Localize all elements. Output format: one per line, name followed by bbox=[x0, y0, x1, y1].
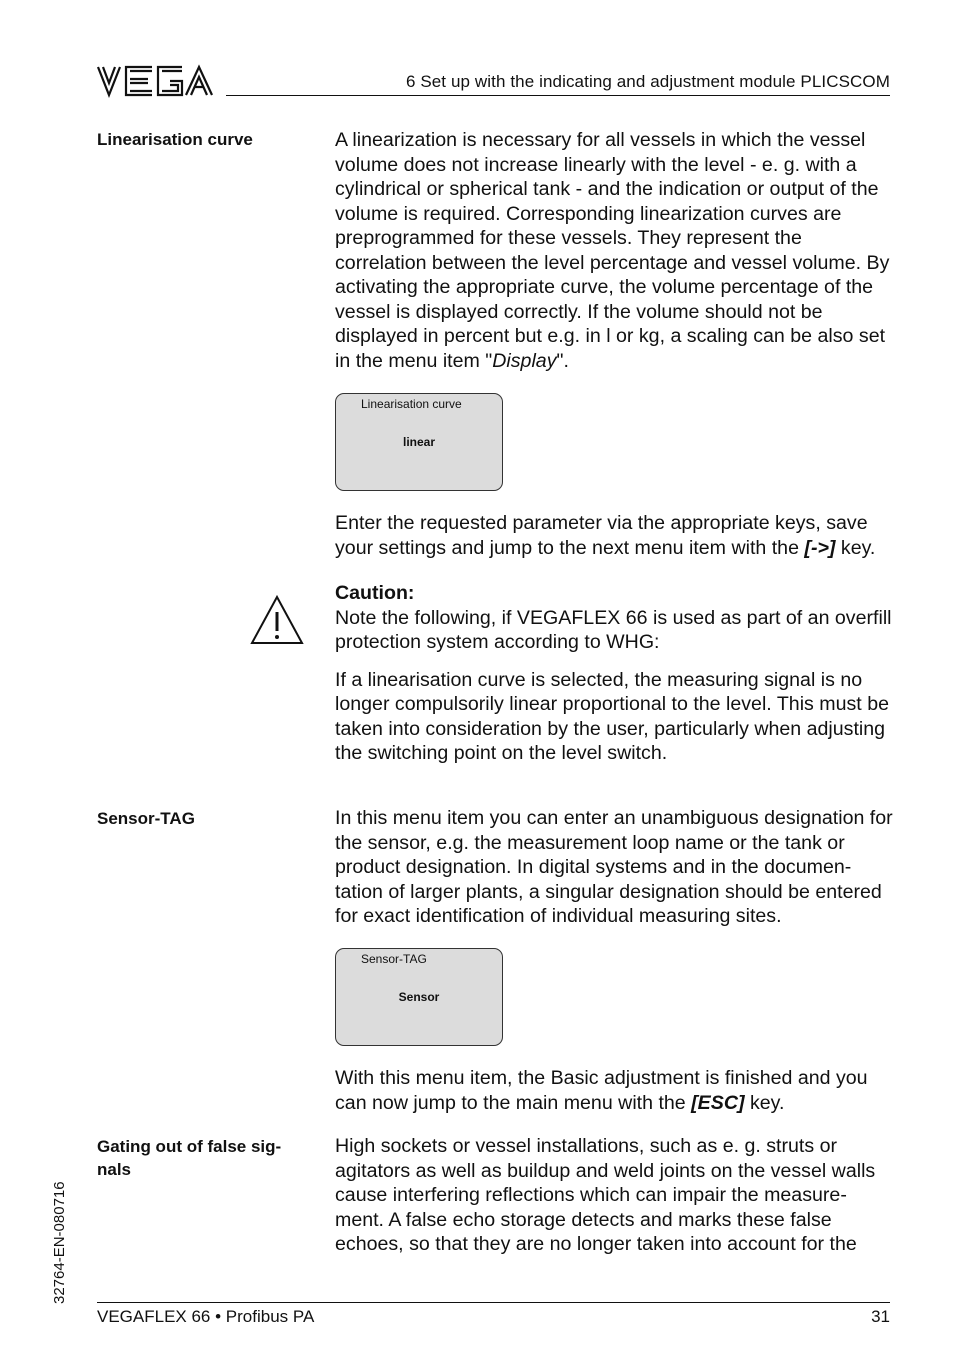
next-key-reference: [->] bbox=[804, 536, 836, 559]
header-rule bbox=[226, 95, 890, 96]
vega-logo bbox=[96, 64, 214, 98]
enter-parameter-paragraph bbox=[335, 511, 895, 560]
sensor-tag-display bbox=[335, 948, 503, 1046]
display-title: Sensor-TAG bbox=[361, 952, 427, 966]
heading-sensor-tag: Sensor-TAG bbox=[97, 809, 195, 828]
caution-block bbox=[335, 581, 895, 766]
caution-detail: If a linearisation curve is selected, the measuring signal is no longer compulsorily linear proportional to the level. This must be taken into consideration by the user, particularly when adjusting the switching point on the level switch. bbox=[335, 668, 889, 764]
display-title: Linearisation curve bbox=[361, 397, 462, 411]
linearisation-text-a: A linearization is necessary for all vessels in which the vessel volume does not increase linearly with the level - e. g. with a cylindrical or spherical tank - and the indication or output of the volume is required. Corresponding linearization curves are preprogrammed for these vessels. They represent the correlation between the level percentage and vessel volume. By activating the appropriate curve, the volume percentage of the vessel is displayed correctly. If the volume should not be displayed in percent but e.g. in l or kg, a scaling can be also set in the menu item " bbox=[335, 129, 890, 372]
warning-triangle-icon bbox=[250, 594, 304, 646]
caution-note: Note the following, if VEGAFLEX 66 is used as part of an overfill protection system according to WHG: bbox=[335, 606, 892, 653]
enter-text-a: Enter the requested parameter via the appropriate keys, save your settings and jump to the next menu item with the bbox=[335, 512, 868, 559]
heading-linearisation-curve: Linearisation curve bbox=[97, 130, 253, 149]
heading-false-signals: Gating out of false sig-nals bbox=[97, 1137, 282, 1179]
caution-title: Caution: bbox=[335, 582, 415, 604]
chapter-title: 6 Set up with the indicating and adjustment module PLICSCOM bbox=[405, 72, 890, 91]
display-value: linear bbox=[402, 435, 435, 449]
finish-text-b: key. bbox=[744, 1091, 785, 1114]
footer-rule bbox=[97, 1302, 890, 1303]
linearisation-text-b: ". bbox=[556, 349, 569, 372]
document-code: 32764-EN-080716 bbox=[51, 1181, 68, 1304]
linearisation-paragraph bbox=[335, 128, 895, 373]
finish-text-a: With this menu item, the Basic adjustment is finished and you can now jump to the main menu with the bbox=[335, 1067, 868, 1114]
display-value: Sensor bbox=[398, 990, 440, 1004]
esc-key-reference: [ESC] bbox=[691, 1091, 745, 1114]
linearisation-display bbox=[335, 393, 503, 491]
enter-text-b: key. bbox=[835, 536, 876, 559]
page-number: 31 bbox=[871, 1307, 890, 1326]
footer-product: VEGAFLEX 66 • Profibus PA bbox=[97, 1307, 315, 1326]
sensor-tag-paragraph: In this menu item you can enter an unambiguous designation for the sensor, e.g. the measurement loop name or the tank or product designation. In digital systems and in the documen-tation of larger plants, a singular designation should be entered for exact identification of individual measuring sites. bbox=[335, 807, 893, 927]
false-signals-paragraph: High sockets or vessel installations, such as e. g. struts or agitators as well as buildup and weld joints on the vessel walls cause interfering reflections which can impair the measure-ment. A false echo storage detects and marks these false echoes, so that they are no longer taken into account for the bbox=[335, 1135, 876, 1255]
display-menu-reference: Display bbox=[492, 349, 557, 372]
basic-adjustment-finished-paragraph bbox=[335, 1066, 895, 1115]
